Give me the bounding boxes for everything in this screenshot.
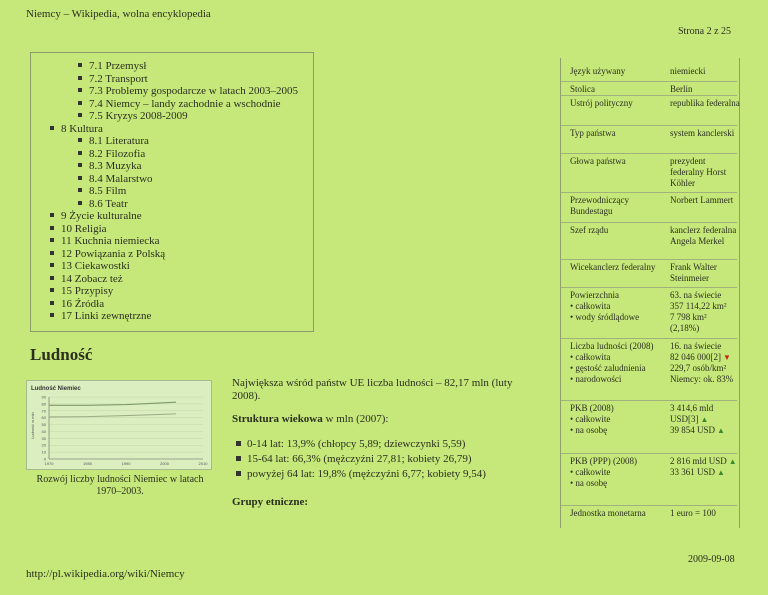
- toc-item[interactable]: [78, 173, 153, 186]
- toc-item[interactable]: [78, 198, 128, 211]
- toc-item-label: 13 Ciekawostki: [61, 260, 130, 272]
- footer-url[interactable]: http://pl.wikipedia.org/wiki/Niemcy: [26, 568, 185, 580]
- toc-item-label: 7.1 Przemysł: [89, 60, 147, 72]
- toc-item-label: 8.2 Filozofia: [89, 147, 146, 160]
- infobox-divider: [561, 222, 737, 223]
- y-tick-label: 20: [41, 442, 46, 448]
- bullet-icon: [78, 113, 82, 117]
- toc-item[interactable]: [78, 85, 298, 98]
- toc-item-label: 7.5 Kryzys 2008-2009: [89, 110, 188, 122]
- trend-down-icon: ▼: [721, 353, 731, 362]
- toc-item[interactable]: [50, 210, 142, 223]
- toc-item-label: 8.5 Film: [89, 185, 127, 197]
- toc-item[interactable]: [50, 248, 165, 261]
- toc-item-label: 7.2 Transport: [89, 72, 148, 85]
- y-axis-label: Ludność w mln: [30, 412, 35, 439]
- toc-item[interactable]: [50, 273, 123, 286]
- y-tick-label: 10: [41, 449, 46, 455]
- toc-item[interactable]: [50, 298, 104, 311]
- y-tick-label: 90: [41, 394, 46, 400]
- y-tick-label: 70: [41, 408, 46, 414]
- chart-caption: Rozwój liczby ludności Niemiec w latach 1970–2003.: [36, 474, 204, 497]
- infobox-label: Powierzchnia • całkowita • wody śródlądowe: [570, 290, 640, 322]
- toc-item-label: 7.3 Problemy gospodarcze w latach 2003–2005: [89, 85, 298, 97]
- trend-up-icon: ▲: [698, 415, 709, 424]
- trend-up-icon: ▲: [715, 426, 725, 435]
- age-structure-heading-bold: Struktura wiekowa: [232, 413, 323, 425]
- infobox-label: Przewodniczący Bundestagu: [570, 195, 629, 216]
- x-tick-label: 1970: [44, 461, 54, 466]
- trend-up-icon: ▲: [726, 457, 737, 466]
- toc-item-label: 15 Przypisy: [61, 285, 114, 297]
- infobox-divider: [561, 453, 737, 454]
- toc-item-label: 16 Źródła: [61, 297, 105, 310]
- infobox-value: prezydent federalny Horst Köhler: [670, 156, 727, 188]
- toc-item-label: 14 Zobacz też: [61, 272, 123, 285]
- infobox-label: Typ państwa: [570, 128, 616, 138]
- toc-item[interactable]: [50, 123, 103, 136]
- toc-item-label: 8.4 Malarstwo: [89, 172, 153, 185]
- infobox-value: Norbert Lammert: [670, 195, 734, 205]
- infobox-value: Berlin: [670, 84, 693, 94]
- toc-item[interactable]: [50, 223, 107, 236]
- infobox-divider: [561, 192, 737, 193]
- bullet-icon: [78, 88, 82, 92]
- infobox-label: Stolica: [570, 84, 595, 94]
- ethnic-groups-heading: Grupy etniczne:: [232, 496, 309, 508]
- infobox-label: Jednostka monetarna: [570, 508, 646, 518]
- bullet-icon: [78, 151, 82, 155]
- infobox-value: republika federalna: [670, 98, 740, 108]
- infobox-divider: [561, 338, 737, 339]
- age-structure-heading-rest: w mln (2007):: [322, 413, 389, 425]
- toc-item[interactable]: [78, 135, 149, 148]
- toc-item-label: 12 Powiązania z Polską: [61, 247, 166, 260]
- toc-item-label: 8.1 Literatura: [89, 135, 149, 147]
- population-chart: [27, 381, 211, 469]
- infobox-divider: [561, 400, 737, 401]
- toc-item-label: 10 Religia: [61, 222, 107, 235]
- infobox-value: 3 414,6 mld USD[3] ▲ 39 854 USD ▲: [670, 403, 725, 435]
- bullet-icon: [78, 163, 82, 167]
- population-chart-box: [26, 380, 212, 470]
- bullet-icon: [50, 288, 54, 292]
- infobox-value: 16. na świecie 82 046 000[2] ▼ 229,7 osób/km² Niemcy: ok. 83%: [670, 341, 734, 384]
- toc-item[interactable]: [78, 98, 281, 111]
- y-tick-label: 40: [41, 428, 46, 434]
- infobox-value: system kanclerski: [670, 128, 735, 138]
- y-tick-label: 0: [43, 456, 46, 462]
- toc-item-label: 8 Kultura: [61, 122, 103, 135]
- toc-item-label: 7.4 Niemcy – landy zachodnie a wschodnie: [89, 97, 281, 110]
- y-tick-label: 50: [41, 422, 46, 428]
- bullet-icon: [78, 101, 82, 105]
- infobox-value: kanclerz federalna Angela Merkel: [670, 225, 737, 246]
- infobox-value: niemiecki: [670, 66, 706, 76]
- x-tick-label: 1980: [83, 461, 92, 466]
- trend-up-icon: ▲: [715, 468, 725, 477]
- footer-date: 2009-09-08: [688, 554, 735, 565]
- infobox-divider: [561, 505, 737, 506]
- infobox-value: Frank Walter Steinmeier: [670, 262, 717, 283]
- toc-item-label: 17 Linki zewnętrzne: [61, 310, 152, 322]
- bullet-icon: [78, 76, 82, 80]
- toc-item-label: 9 Życie kulturalne: [61, 210, 142, 222]
- toc-item-label: 8.3 Muzyka: [89, 160, 142, 172]
- bullet-icon: [50, 301, 54, 305]
- infobox-divider: [561, 153, 737, 154]
- y-tick-label: 60: [41, 415, 46, 421]
- infobox-divider: [561, 125, 737, 126]
- infobox-divider: [561, 259, 737, 260]
- toc-item[interactable]: [50, 310, 151, 323]
- age-item: 0-14 lat: 13,9% (chłopcy 5,89; dziewczynki 5,59): [236, 438, 465, 450]
- infobox-label: Liczba ludności (2008) • całkowita • gęstość zaludnienia • narodowości: [570, 341, 654, 384]
- infobox-divider: [561, 95, 737, 96]
- infobox-label: Głowa państwa: [570, 156, 626, 166]
- infobox-value: 1 euro = 100: [670, 508, 716, 518]
- bullet-icon: [50, 126, 54, 130]
- toc-item-label: 8.6 Teatr: [89, 197, 128, 210]
- x-tick-label: 1990: [121, 461, 131, 466]
- infobox-label: PKB (PPP) (2008) • całkowite • na osobę: [570, 456, 638, 488]
- toc-item[interactable]: [78, 160, 142, 173]
- infobox-label: Ustrój polityczny: [570, 98, 633, 108]
- bullet-icon: [78, 176, 82, 180]
- toc-item[interactable]: [78, 110, 188, 123]
- toc-item[interactable]: [78, 73, 148, 86]
- page-header-title: Niemcy – Wikipedia, wolna encyklopedia: [26, 8, 211, 20]
- toc-item[interactable]: [78, 148, 145, 161]
- x-tick-label: 2000: [160, 461, 169, 466]
- toc-item-label: 11 Kuchnia niemiecka: [61, 235, 160, 247]
- toc-item[interactable]: [78, 185, 126, 198]
- toc-item[interactable]: [50, 285, 113, 298]
- bullet-icon: [78, 63, 82, 67]
- bullet-icon: [78, 138, 82, 142]
- age-structure-heading: [232, 413, 552, 426]
- age-item: 15-64 lat: 66,3% (mężczyźni 27,81; kobiety 26,79): [236, 453, 472, 465]
- infobox-divider: [561, 81, 737, 82]
- section-title: Ludność: [30, 345, 93, 364]
- infobox-value: 2 816 mld USD ▲ 33 361 USD ▲: [670, 456, 737, 477]
- infobox-divider: [561, 287, 737, 288]
- bullet-icon: [50, 276, 54, 280]
- bullet-icon: [50, 263, 54, 267]
- infobox-label: Szef rządu: [570, 225, 609, 235]
- x-tick-label: 2010: [198, 461, 208, 466]
- population-intro: Największa wśród państw UE liczba ludności – 82,17 mln (luty 2008).: [232, 377, 513, 402]
- y-tick-label: 30: [41, 435, 46, 441]
- bullet-icon: [78, 188, 82, 192]
- series-line: [49, 414, 176, 417]
- y-tick-label: 80: [41, 401, 46, 407]
- toc-item[interactable]: [50, 260, 130, 273]
- toc-item[interactable]: [78, 60, 146, 73]
- bullet-icon: [50, 313, 54, 317]
- toc-item[interactable]: [50, 235, 160, 248]
- bullet-icon: [50, 213, 54, 217]
- infobox-label: Język używany: [570, 66, 626, 76]
- infobox-value: 63. na świecie 357 114,22 km² 7 798 km² (2,18%): [670, 290, 727, 333]
- infobox-label: Wicekanclerz federalny: [570, 262, 656, 272]
- page-number: Strona 2 z 25: [678, 26, 732, 37]
- age-item: powyżej 64 lat: 19,8% (mężczyźni 6,77; kobiety 9,54): [236, 468, 486, 480]
- infobox-label: PKB (2008) • całkowite • na osobę: [570, 403, 614, 435]
- chart-title: Ludność Niemiec: [31, 386, 81, 392]
- bullet-icon: [78, 201, 82, 205]
- bullet-icon: [50, 251, 54, 255]
- bullet-icon: [50, 226, 54, 230]
- bullet-icon: [50, 238, 54, 242]
